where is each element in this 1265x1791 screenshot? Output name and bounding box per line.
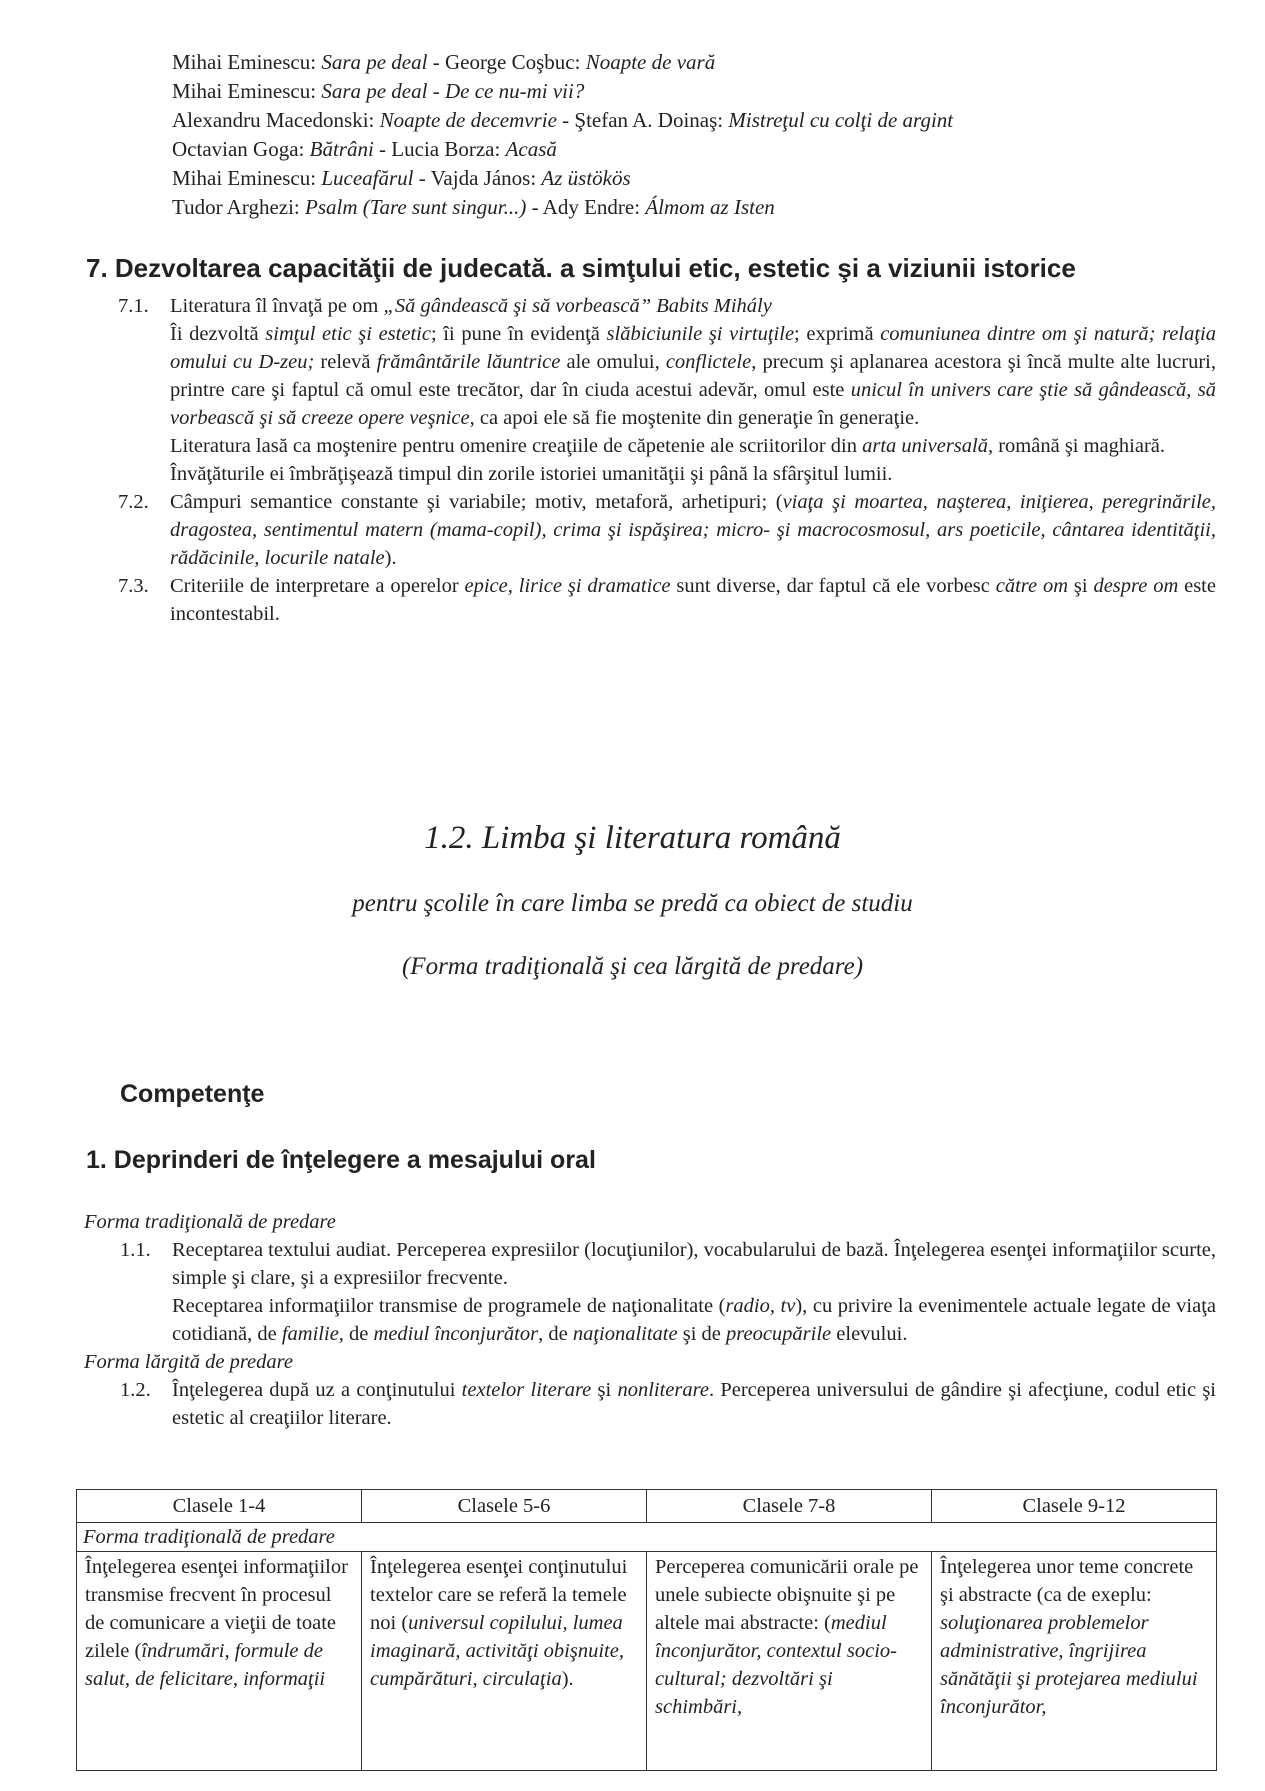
table-cell: Perceperea comunicării orale pe unele subiecte obişnuite şi pe altele mai abstracte: (mediul înconjurător, contextul socio- cultural; dezvoltări şi schimbări, <box>647 1552 932 1771</box>
item-number: 7.3. <box>118 575 149 597</box>
table-row <box>77 1552 1217 1771</box>
section-7-heading: 7. Dezvoltarea capacităţii de judecată. a simţului etic, estetic şi a viziunii istorice <box>86 253 1076 283</box>
pair-line: Tudor Arghezi: Psalm (Tare sunt singur...) - Ady Endre: Álmom az Isten <box>172 195 775 219</box>
item-body <box>170 488 1216 572</box>
item-body <box>170 292 1216 488</box>
list-item <box>84 1236 1216 1348</box>
table-row <box>77 1523 1217 1552</box>
paragraph: Receptarea textului audiat. Perceperea expresiilor (locuţiunilor), vocabularului de bază. Înţelegerea esenţei informaţiilor scurte, simple şi clare, şi a expresiilor frecvente. <box>172 1239 1216 1289</box>
paired-works-list <box>172 48 953 222</box>
item-body <box>170 572 1216 628</box>
paragraph: Înţelegerea după uz a conţinutului textelor literare şi nonliterare. Perceperea universului de gândire şi afecţiune, codul etic şi estetic al creaţiilor literare. <box>172 1379 1216 1429</box>
table-span-label: Forma tradiţională de predare <box>77 1523 1217 1552</box>
subject-note: (Forma tradiţională şi cea lărgită de predare) <box>401 953 864 980</box>
list-item <box>118 292 1216 488</box>
forma-largita-label: Forma lărgită de predare <box>84 1351 293 1373</box>
paragraph: Receptarea informaţiilor transmise de programele de naţionalitate (radio, tv), cu privire la evenimentele actuale legate de viaţa cotidiană, de familie, de mediul înconjurător, de naţionalitate şi de preocupările elevului. <box>172 1295 1216 1345</box>
item-body <box>172 1376 1216 1432</box>
pair-line: Mihai Eminescu: Sara pe deal - De ce nu-mi vii? <box>172 79 585 103</box>
section-1-heading: 1. Deprinderi de înţelegere a mesajului oral <box>86 1146 596 1174</box>
column-header: Clasele 7-8 <box>647 1490 932 1523</box>
pair-line: Octavian Goga: Bătrâni - Lucia Borza: Acasă <box>172 137 557 161</box>
section-1-body <box>84 1208 1216 1432</box>
pair-line: Mihai Eminescu: Luceafărul - Vajda János: Az üstökös <box>172 166 631 190</box>
item-number: 7.1. <box>118 295 149 317</box>
paragraph: Îi dezvoltă simţul etic şi estetic; îi pune în evidenţă slăbiciunile şi virtuţile; exprimă comuniunea dintre om şi natură; relaţia omului cu D-zeu; relevă frământările lăuntrice ale omului, conflictele, precum şi aplanarea acestora şi încă multe alte lucruri, printre care şi faptul că omul este trecător, dar în ciuda acestui adevăr, omul este unicul în univers care ştie să gândească, să vorbească şi să creeze opere veşnice, ca apoi ele să fie moştenite din generaţie în generaţie. <box>170 323 1216 429</box>
table-cell: Înţelegerea esenţei informaţiilor transmise frecvent în procesul de comunicare a vieţii de toate zilele (îndrumări, formule de salut, de felicitare, informaţii <box>77 1552 362 1771</box>
paragraph: Criteriile de interpretare a operelor epice, lirice şi dramatice sunt diverse, dar faptul că ele vorbesc către om şi despre om este incontestabil. <box>170 575 1216 625</box>
list-item <box>84 1376 1216 1432</box>
subject-subtitle: pentru şcolile în care limba se predă ca obiect de studiu <box>352 890 913 917</box>
section-7-items <box>118 292 1216 628</box>
paragraph: Învăţăturile ei îmbrăţişează timpul din zorile istoriei umanităţii şi până la sfârşitul lumii. <box>170 463 893 485</box>
column-header: Clasele 9-12 <box>932 1490 1217 1523</box>
competente-heading: Competenţe <box>120 1080 265 1108</box>
paragraph: Câmpuri semantice constante şi variabile; motiv, metaforă, arhetipuri; (viaţa şi moartea, naşterea, iniţierea, peregrinările, dragostea, sentimentul matern (mama-copil), crima şi ispăşirea; micro- şi macrocosmosul, ars poeticile, cântarea identităţii, rădăcinile, locurile natale). <box>170 491 1216 569</box>
pair-line: Mihai Eminescu: Sara pe deal - George Coşbuc: Noapte de vară <box>172 50 716 74</box>
item-number: 1.1. <box>120 1239 151 1261</box>
paragraph: Literatura îl învaţă pe om „Să gândească şi să vorbească” Babits Mihály <box>170 295 772 317</box>
column-header: Clasele 5-6 <box>362 1490 647 1523</box>
item-body <box>172 1236 1216 1348</box>
subject-title: 1.2. Limba şi literatura română <box>424 820 841 856</box>
list-item <box>118 572 1216 628</box>
table-cell: Înţelegerea esenţei conţinutului textelor care se referă la temele noi (universul copilului, lumea imaginară, activităţi obişnuite, cumpărături, circulaţia). <box>362 1552 647 1771</box>
competence-table <box>76 1489 1217 1771</box>
item-number: 7.2. <box>118 491 149 513</box>
pair-line: Alexandru Macedonski: Noapte de decemvrie - Ştefan A. Doinaş: Mistreţul cu colţi de argint <box>172 108 954 132</box>
list-item <box>118 488 1216 572</box>
table-header-row <box>77 1490 1217 1523</box>
forma-traditionala-label: Forma tradiţională de predare <box>84 1211 336 1233</box>
column-header: Clasele 1-4 <box>77 1490 362 1523</box>
item-number: 1.2. <box>120 1379 151 1401</box>
paragraph: Literatura lasă ca moştenire pentru omenire creaţiile de căpetenie ale scriitorilor din arta universală, română şi maghiară. <box>170 435 1166 457</box>
table-cell: Înţelegerea unor teme concrete şi abstracte (ca de exeplu: soluţionarea problemelor administrative, îngrijirea sănătăţii şi protejarea mediului înconjurător, <box>932 1552 1217 1771</box>
